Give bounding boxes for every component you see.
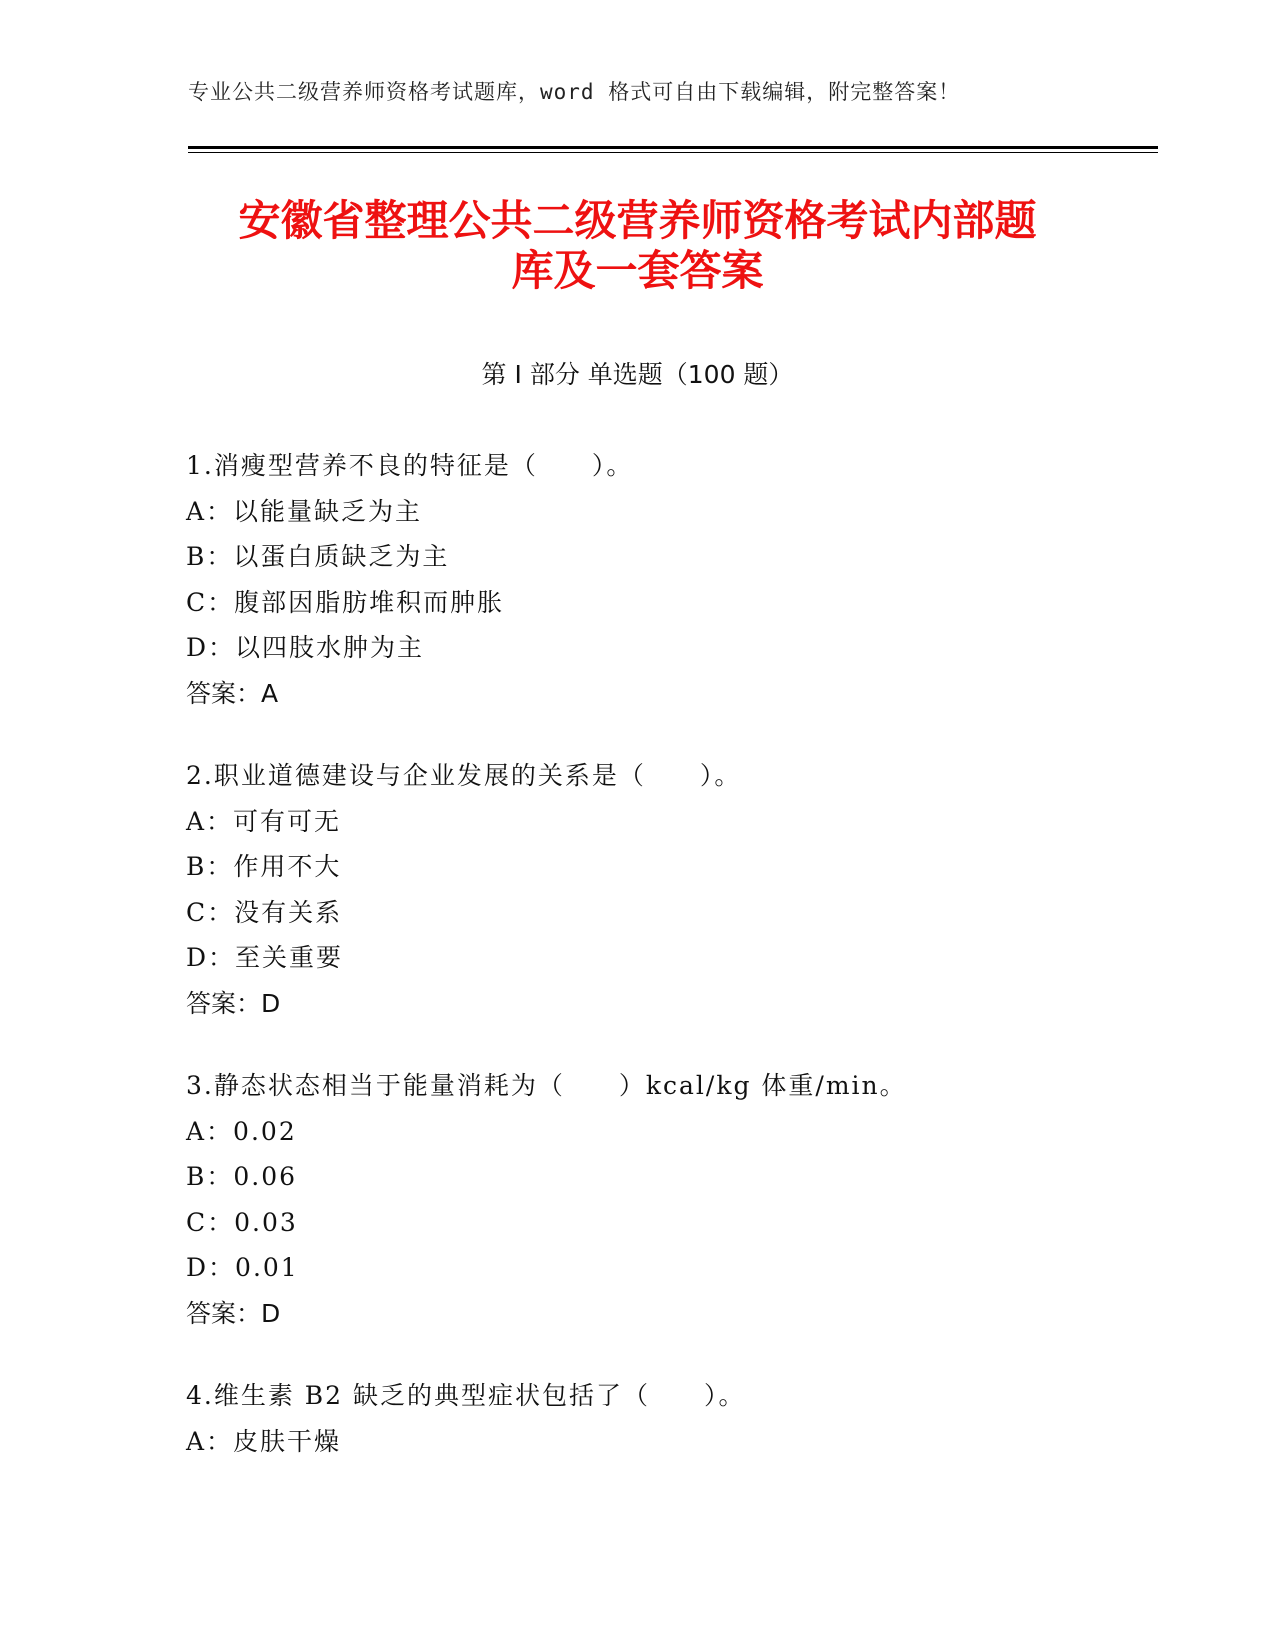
option-b: B：以蛋白质缺乏为主 [186, 542, 450, 571]
section-heading: 第 I 部分 单选题（100 题） [481, 360, 794, 389]
question-stem: 1.消瘦型营养不良的特征是（ ）。 [186, 451, 634, 480]
option-a: A：0.02 [186, 1116, 297, 1146]
option-d: D：以四肢水肿为主 [186, 633, 425, 662]
option-b: B：0.06 [186, 1162, 298, 1191]
option-a: A：可有可无 [186, 806, 342, 836]
option-c: C：腹部因脂肪堆积而肿胀 [186, 587, 505, 617]
header-rule-thick [188, 146, 1158, 149]
option-d: D：0.01 [186, 1253, 299, 1282]
document-title [160, 196, 1115, 296]
header-note: 专业公共二级营养师资格考试题库，word 格式可自由下载编辑，附完整答案！ [188, 80, 961, 104]
answer-line: 答案：D [186, 1298, 281, 1328]
answer-line: 答案：D [186, 988, 281, 1018]
question-stem: 3.静态状态相当于能量消耗为（ ）kcal/kg 体重/min。 [186, 1071, 907, 1100]
question-4 [186, 1373, 1176, 1464]
question-list [186, 443, 1176, 1501]
option-d: D：至关重要 [186, 943, 344, 972]
question-stem: 2.职业道德建设与企业发展的关系是（ ）。 [186, 761, 742, 790]
question-2 [186, 753, 1176, 1026]
option-a: A：皮肤干燥 [186, 1426, 342, 1456]
question-stem: 4.维生素 B2 缺乏的典型症状包括了（ ）。 [186, 1381, 746, 1410]
document-title-line-2: 库及一套答案 [511, 246, 764, 295]
option-c: C：没有关系 [186, 897, 343, 927]
option-c: C：0.03 [186, 1207, 298, 1237]
answer-line: 答案：A [186, 678, 279, 708]
header-rule-thin [188, 152, 1158, 153]
option-b: B：作用不大 [186, 852, 342, 881]
option-a: A：以能量缺乏为主 [186, 496, 423, 526]
question-1 [186, 443, 1176, 716]
question-3 [186, 1063, 1176, 1336]
document-title-line-1: 安徽省整理公共二级营养师资格考试内部题 [238, 196, 1037, 245]
